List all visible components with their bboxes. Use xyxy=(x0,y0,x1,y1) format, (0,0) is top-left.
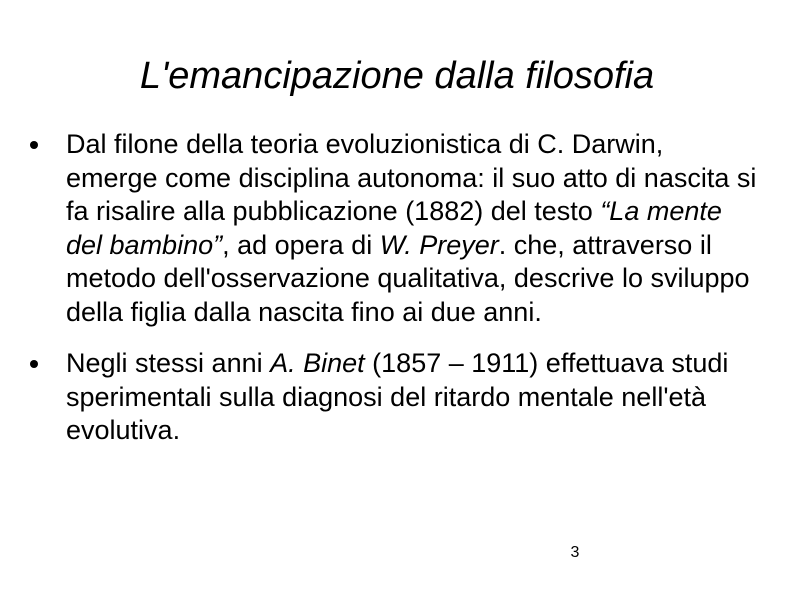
bullet-item-binet xyxy=(30,347,760,448)
slide-title: L'emancipazione dalla filosofia xyxy=(139,55,655,97)
bullet-text-segment: Dal filone della teoria evoluzionistica di C. Darwin, emerge come disciplina autonoma: il suo atto di nascita si fa risalire alla pubblicazione (1882) del testo xyxy=(66,129,757,226)
page-number: 3 xyxy=(570,544,580,561)
bullet-text xyxy=(66,347,760,448)
bullet-text-segment: , ad opera di xyxy=(222,229,380,260)
bullet-text xyxy=(66,128,760,329)
bullet-item-darwin xyxy=(30,128,760,329)
bullet-dot-icon xyxy=(30,360,38,368)
bullet-text-segment: Negli stessi anni xyxy=(66,348,271,378)
book-title-italic: “La mente del bambino” xyxy=(66,196,722,260)
bullet-text-segment: . che, attraverso il metodo dell'osservazione qualitativa, descrive lo sviluppo della figlia dalla nascita fino ai due anni. xyxy=(66,229,750,327)
author-name-italic: A. Binet xyxy=(270,348,365,378)
bullet-list xyxy=(30,128,760,448)
author-name-italic: W. Preyer xyxy=(379,229,499,260)
bullet-dot-icon xyxy=(30,141,38,149)
bullet-text-segment: (1857 – 1911) effettuava studi sperimentali sulla diagnosi del ritardo mentale nell'età evolutiva. xyxy=(66,348,729,445)
